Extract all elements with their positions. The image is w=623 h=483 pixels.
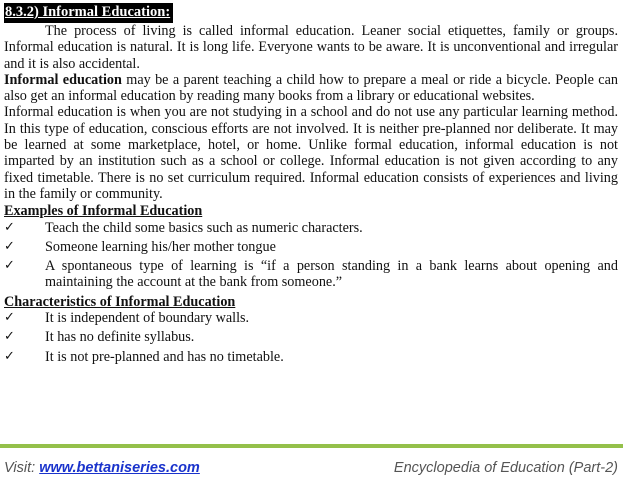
paragraph-example-bold: Informal education (4, 71, 122, 88)
section-heading: 8.3.2) Informal Education: (4, 3, 173, 23)
list-item (4, 258, 618, 291)
page-footer (4, 460, 618, 480)
document-page (4, 3, 618, 368)
list-item-text: Someone learning his/her mother tongue (45, 238, 276, 255)
check-icon: ✓ (4, 348, 15, 364)
paragraph-definition: Informal education is when you are not studying in a school and do not use any particular learning method. In this type of education, conscious efforts are not involved. It is neither pre-planned nor deliberate. It may be learned at some marketplace, hotel, or home. Unlike formal education, informal education is not imparted by an institution such as a school or college. Informal education is not given according to any fixed timetable. There is no set curriculum required. Informal education consists of experiences and living in the family or community. (4, 104, 618, 202)
check-icon: ✓ (4, 310, 15, 326)
list-item (4, 310, 618, 326)
list-item (4, 329, 618, 345)
paragraph-example-text: may be a parent teaching a child how to prepare a meal or ride a bicycle. People can also get an informal education by reading many books from a library or educational websites. (4, 71, 618, 105)
list-item-text: It is independent of boundary walls. (45, 310, 250, 327)
check-icon: ✓ (4, 329, 15, 345)
characteristics-list (4, 310, 618, 365)
paragraph-example (4, 72, 618, 105)
footer-book-title: Encyclopedia of Education (Part-2) (393, 460, 618, 476)
website-link[interactable]: www.bettaniseries.com (39, 460, 200, 476)
check-icon: ✓ (4, 258, 15, 274)
footer-rule (0, 444, 623, 448)
list-item-text: It is not pre-planned and has no timetable. (45, 348, 284, 365)
list-item-text: It has no definite syllabus. (45, 329, 195, 346)
examples-list (4, 220, 618, 291)
examples-heading: Examples of Informal Education (4, 203, 203, 220)
list-item-text: Teach the child some basics such as numeric characters. (45, 219, 363, 236)
characteristics-heading: Characteristics of Informal Education (4, 293, 236, 310)
list-item (4, 239, 618, 255)
footer-visit (4, 460, 200, 476)
list-item (4, 349, 618, 365)
list-item (4, 220, 618, 236)
list-item-text: A spontaneous type of learning is “if a person standing in a bank learns about opening and maintaining the account at the bank from someone.” (45, 258, 618, 291)
check-icon: ✓ (4, 238, 15, 254)
check-icon: ✓ (4, 219, 15, 235)
footer-visit-label: Visit: (4, 460, 40, 476)
paragraph-intro: The process of living is called informal education. Leaner social etiquettes, family or groups. Informal education is natural. It is long life. Everyone wants to be aware. It is unconventional and irregular and it is also accidental. (4, 23, 618, 72)
